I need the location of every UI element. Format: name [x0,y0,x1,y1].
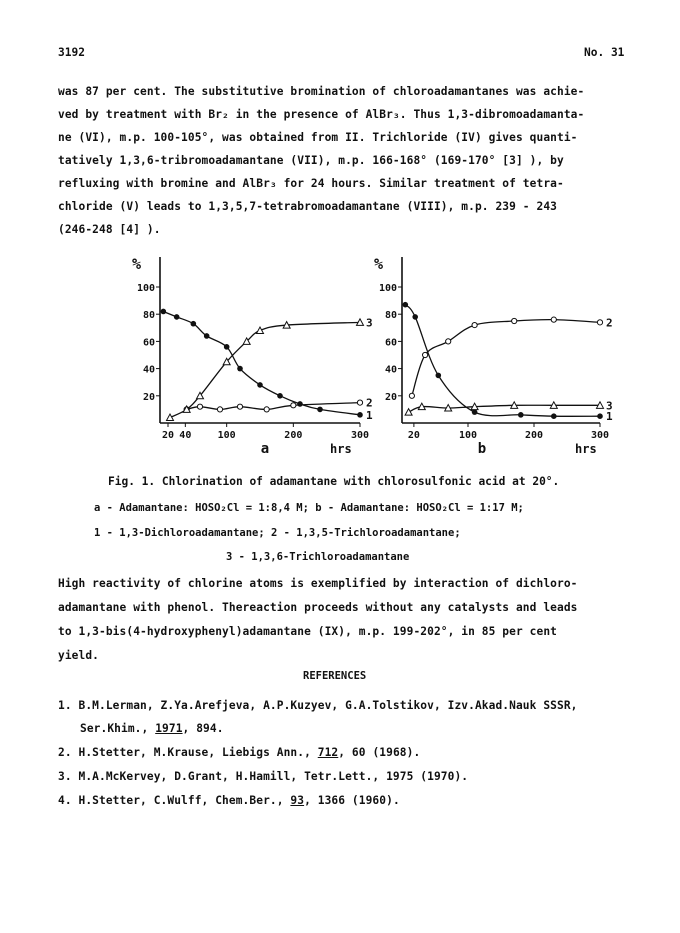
ref-year: 1971 [155,722,183,735]
series-line-3 [409,405,600,412]
figure-caption: Fig. 1. Chlorination of adamantane with chlorosulfonic acid at 20°. [108,475,560,488]
data-point [291,403,296,408]
series-end-label: 2 [606,316,613,330]
y-tick-label: 100 [136,283,155,294]
data-point [197,404,202,409]
series-line-1 [163,311,360,414]
page-number: 3192 [58,46,85,59]
data-point [237,404,242,409]
data-point [257,382,263,388]
x-tick-label: 100 [458,430,478,441]
reference-item: 3. M.A.McKervey, D.Grant, H.Hamill, Tetr.Lett., 1975 (1970). [58,770,469,783]
ref-text: , 894. [182,722,224,735]
y-tick-label: 40 [384,364,397,376]
ref-text: 4. H.Stetter, C.Wulff, Chem.Ber., [58,794,291,807]
chart-panel-b [374,255,613,457]
x-tick-label: 20 [161,430,175,441]
data-point [191,321,197,327]
data-point [597,413,603,419]
data-point [297,401,303,407]
data-point [317,407,323,413]
y-tick-label: 60 [384,337,397,349]
figure-legend-line: a - Adamantane: HOSO₂Cl = 1:8,4 M; b - Adamantane: HOSO₂Cl = 1:17 M; [94,502,524,514]
panel-label: b [477,441,487,457]
chart-panel-a [132,255,373,457]
series-end-label: 2 [366,396,373,410]
para1-line: (246-248 [4] ). [58,223,161,236]
series-line-2 [412,320,600,396]
reference-item-continued [80,722,224,735]
para1-line: was 87 per cent. The substitutive bromination of chloroadamantanes was achie- [58,85,585,98]
para2-line: yield. [58,649,100,662]
data-point [405,409,412,416]
reference-item [58,746,420,759]
figure-legend-line: 1 - 1,3-Dichloroadamantane; 2 - 1,3,5-Trichloroadamantane; [94,527,461,539]
data-point [204,333,210,339]
x-tick-label: 40 [179,430,192,441]
ref-volume: 93 [290,794,305,807]
data-point [423,352,428,357]
series-end-label: 1 [606,410,613,424]
data-point [161,309,167,315]
ref-text: Ser.Khim., [80,722,156,735]
ref-volume: 712 [317,746,339,759]
x-tick-label: 300 [590,430,610,441]
y-tick-label: 20 [142,391,155,403]
x-tick-label: 20 [407,430,420,441]
x-tick-label: 300 [350,430,370,441]
y-tick-label: 80 [142,310,155,322]
data-point [257,327,264,334]
series-end-label: 3 [366,316,373,330]
data-point [264,407,269,412]
data-point [551,317,556,322]
data-point [518,412,524,418]
data-point [597,320,602,325]
para1-line: ved by treatment with Br₂ in the presence of AlBr₃. Thus 1,3-dibromoadamanta- [58,108,585,121]
panel-label: a [260,441,270,457]
para2-line: adamantane with phenol. Thereaction proceeds without any catalysts and leads [58,601,578,614]
x-tick-label: 100 [217,430,236,441]
data-point [237,366,243,372]
data-point [357,400,362,405]
data-point [174,314,180,320]
series-line-2 [187,403,360,410]
x-axis-label: hrs [330,442,352,456]
x-axis-label: hrs [575,442,597,456]
data-point [412,314,418,320]
series-end-label: 3 [606,399,613,413]
x-tick-label: 200 [524,430,544,441]
ref-text: , 60 (1968). [338,746,421,759]
figure-1 [0,245,680,475]
data-point [217,407,222,412]
para2-line: High reactivity of chlorine atoms is exemplified by interaction of dichloro- [58,577,578,590]
x-tick-label: 200 [284,430,303,441]
y-tick-label: 40 [142,364,155,376]
ref-text: , 1366 (1960). [304,794,400,807]
para1-line: tatively 1,3,6-tribromoadamantane (VII), m.p. 166-168° (169-170° [3] ), by [58,154,564,167]
data-point [446,339,451,344]
ref-text: 2. H.Stetter, M.Krause, Liebigs Ann., [58,746,318,759]
data-point [436,373,442,379]
data-point [472,322,477,327]
data-point [551,413,557,419]
para1-line: refluxing with bromine and AlBr₃ for 24 hours. Similar treatment of tetra- [58,177,564,190]
reference-item: 1. B.M.Lerman, Z.Ya.Arefjeva, A.P.Kuzyev, G.A.Tolstikov, Izv.Akad.Nauk SSSR, [58,699,578,712]
y-tick-label: 20 [384,391,397,403]
data-point [357,412,363,418]
data-point [512,318,517,323]
data-point [224,344,230,350]
issue-number: No. 31 [584,46,625,59]
data-point [403,302,409,308]
y-axis-label: % [132,255,142,273]
para1-line: chloride (V) leads to 1,3,5,7-tetrabromoadamantane (VIII), m.p. 239 - 243 [58,200,557,213]
y-tick-label: 60 [142,337,155,349]
para2-line: to 1,3-bis(4-hydroxyphenyl)adamantane (IX), m.p. 199-202°, in 85 per cent [58,625,557,638]
data-point [167,414,174,421]
figure-legend-line: 3 - 1,3,6-Trichloroadamantane [226,551,410,563]
reference-item [58,794,400,807]
series-end-label: 1 [366,408,373,422]
data-point [409,393,414,398]
references-heading: REFERENCES [303,670,367,682]
data-point [277,393,283,399]
y-axis-label: % [374,255,384,273]
para1-line: ne (VI), m.p. 100-105°, was obtained from II. Trichloride (IV) gives quanti- [58,131,578,144]
y-tick-label: 100 [378,283,397,294]
y-tick-label: 80 [384,310,397,322]
